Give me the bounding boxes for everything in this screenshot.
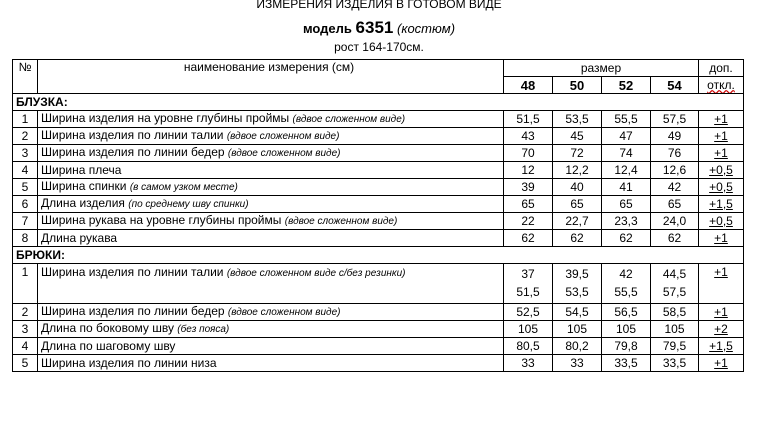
row-number: 6 bbox=[13, 196, 38, 213]
tolerance: +2 bbox=[699, 321, 744, 338]
size-value: 62 bbox=[602, 230, 651, 247]
size-value: 55,5 bbox=[602, 111, 651, 128]
size-value-line-1: 37 bbox=[521, 267, 535, 281]
size-value: 33,5 bbox=[651, 355, 699, 372]
measurement-name bbox=[38, 213, 504, 230]
measurement-label: Ширина изделия по линии талии bbox=[41, 265, 224, 279]
size-value: 33,5 bbox=[602, 355, 651, 372]
measurement-name bbox=[38, 128, 504, 145]
row-number: 3 bbox=[13, 145, 38, 162]
size-value: 23,3 bbox=[602, 213, 651, 230]
tolerance: +1 bbox=[699, 128, 744, 145]
measurement-name bbox=[38, 145, 504, 162]
size-value: 79,8 bbox=[602, 338, 651, 355]
tolerance: +0,5 bbox=[699, 162, 744, 179]
size-value bbox=[553, 264, 602, 304]
size-50: 50 bbox=[553, 77, 602, 94]
size-value: 40 bbox=[553, 179, 602, 196]
size-value: 70 bbox=[504, 145, 553, 162]
measurement-note: (без пояса) bbox=[177, 324, 230, 335]
size-54: 54 bbox=[651, 77, 699, 94]
measurement-label: Длина изделия bbox=[41, 196, 125, 210]
measurement-label: Длина рукава bbox=[41, 230, 118, 245]
size-value: 105 bbox=[504, 321, 553, 338]
size-value-line-1: 39,5 bbox=[565, 267, 589, 281]
section-title: БЛУЗКА: bbox=[13, 94, 744, 111]
measurement-name bbox=[38, 179, 504, 196]
measurement-label: Ширина изделия по линии низа bbox=[41, 355, 217, 370]
size-value: 41 bbox=[602, 179, 651, 196]
size-value: 57,5 bbox=[651, 111, 699, 128]
tolerance: +1 bbox=[699, 111, 744, 128]
measurement-label: Ширина изделия по линии бедер bbox=[41, 145, 225, 159]
measurement-name bbox=[38, 264, 504, 304]
size-value: 12 bbox=[504, 162, 553, 179]
row-number: 5 bbox=[13, 355, 38, 372]
size-value-line-2: 55,5 bbox=[614, 285, 638, 299]
measurement-name bbox=[38, 304, 504, 321]
size-value: 33 bbox=[504, 355, 553, 372]
measurement-label: Ширина спинки bbox=[41, 179, 127, 193]
row-number: 1 bbox=[13, 111, 38, 128]
table-row bbox=[13, 128, 744, 145]
measurement-label: Длина по боковому шву bbox=[41, 321, 174, 335]
size-value: 105 bbox=[602, 321, 651, 338]
measurement-name bbox=[38, 111, 504, 128]
table-row bbox=[13, 179, 744, 196]
size-value: 52,5 bbox=[504, 304, 553, 321]
table-row bbox=[13, 338, 744, 355]
size-value: 72 bbox=[553, 145, 602, 162]
size-value: 105 bbox=[553, 321, 602, 338]
size-value-line-1: 42 bbox=[619, 267, 633, 281]
size-value bbox=[602, 264, 651, 304]
row-number: 8 bbox=[13, 230, 38, 247]
size-value: 39 bbox=[504, 179, 553, 196]
table-row bbox=[13, 355, 744, 372]
model-line bbox=[0, 18, 758, 38]
size-value: 79,5 bbox=[651, 338, 699, 355]
size-value: 53,5 bbox=[553, 111, 602, 128]
size-value: 12,4 bbox=[602, 162, 651, 179]
col-header-size: размер bbox=[504, 60, 699, 77]
size-value: 56,5 bbox=[602, 304, 651, 321]
row-number: 3 bbox=[13, 321, 38, 338]
size-value: 80,5 bbox=[504, 338, 553, 355]
size-value: 62 bbox=[651, 230, 699, 247]
model-prefix: модель bbox=[302, 21, 352, 36]
size-value: 45 bbox=[553, 128, 602, 145]
table-row bbox=[13, 196, 744, 213]
measurement-label: Ширина плеча bbox=[41, 162, 122, 177]
measurement-label: Ширина рукава на уровне глубины проймы bbox=[41, 213, 282, 227]
measurement-note: (вдвое сложенном виде) bbox=[292, 114, 406, 125]
table-row bbox=[13, 145, 744, 162]
size-value: 74 bbox=[602, 145, 651, 162]
measurement-note: (вдвое сложенном виде) bbox=[227, 148, 341, 159]
size-value: 65 bbox=[602, 196, 651, 213]
measurement-note: (вдвое сложенном виде) bbox=[226, 131, 340, 142]
measurement-note: (вдвое сложенном виде с/без резинки) bbox=[226, 268, 406, 279]
measurement-note: (в самом узком месте) bbox=[129, 182, 238, 193]
section-title: БРЮКИ: bbox=[13, 247, 744, 264]
measurement-name bbox=[38, 230, 504, 247]
size-value: 42 bbox=[651, 179, 699, 196]
col-header-name: наименование измерения (см) bbox=[38, 60, 504, 94]
table-row bbox=[13, 304, 744, 321]
row-number: 2 bbox=[13, 304, 38, 321]
row-number: 4 bbox=[13, 338, 38, 355]
height-line: рост 164-170см. bbox=[334, 40, 424, 54]
table-row bbox=[13, 162, 744, 179]
size-value: 43 bbox=[504, 128, 553, 145]
document-title: ИЗМЕРЕНИЯ ИЗДЕЛИЯ В ГОТОВОМ ВИДЕ bbox=[256, 0, 502, 11]
size-value: 65 bbox=[504, 196, 553, 213]
measurement-name bbox=[38, 196, 504, 213]
size-value: 47 bbox=[602, 128, 651, 145]
col-header-no: № bbox=[13, 60, 38, 94]
col-header-tol-1: доп. bbox=[699, 60, 744, 77]
table-row bbox=[13, 230, 744, 247]
size-value: 65 bbox=[651, 196, 699, 213]
size-value: 12,6 bbox=[651, 162, 699, 179]
table-row bbox=[13, 213, 744, 230]
tol-label: откл. bbox=[707, 77, 735, 92]
row-number: 4 bbox=[13, 162, 38, 179]
measurements-table bbox=[12, 59, 744, 372]
size-value-line-1: 44,5 bbox=[662, 267, 687, 281]
model-number: 6351 bbox=[355, 18, 394, 37]
measurement-name bbox=[38, 162, 504, 179]
table-row bbox=[13, 321, 744, 338]
row-number: 5 bbox=[13, 179, 38, 196]
size-value: 62 bbox=[553, 230, 602, 247]
size-value: 65 bbox=[553, 196, 602, 213]
tolerance: +0,5 bbox=[699, 179, 744, 196]
size-value: 33 bbox=[553, 355, 602, 372]
col-header-tol-2 bbox=[699, 77, 744, 94]
size-value bbox=[651, 264, 699, 304]
measurement-name bbox=[38, 338, 504, 355]
row-number: 7 bbox=[13, 213, 38, 230]
size-value bbox=[504, 264, 553, 304]
size-value: 12,2 bbox=[553, 162, 602, 179]
measurement-label: Ширина изделия на уровне глубины проймы bbox=[41, 111, 290, 125]
row-number: 2 bbox=[13, 128, 38, 145]
size-value: 22 bbox=[504, 213, 553, 230]
tolerance: +1 bbox=[699, 230, 744, 247]
measurement-label: Длина по шаговому шву bbox=[41, 338, 176, 353]
size-value: 62 bbox=[504, 230, 553, 247]
tolerance: +1 bbox=[699, 355, 744, 372]
model-type: (костюм) bbox=[396, 21, 456, 36]
table-row bbox=[13, 264, 744, 304]
tolerance: +1 bbox=[699, 304, 744, 321]
measurement-label: Ширина изделия по линии бедер bbox=[41, 304, 225, 318]
tolerance: +1,5 bbox=[699, 338, 744, 355]
measurement-note: (по среднему шву спинки) bbox=[128, 199, 249, 210]
measurement-name bbox=[38, 321, 504, 338]
size-value: 54,5 bbox=[553, 304, 602, 321]
size-48: 48 bbox=[504, 77, 553, 94]
table-row bbox=[13, 111, 744, 128]
size-value: 22,7 bbox=[553, 213, 602, 230]
size-value-line-2: 57,5 bbox=[662, 285, 687, 299]
size-52: 52 bbox=[602, 77, 651, 94]
size-value: 76 bbox=[651, 145, 699, 162]
size-value-line-2: 53,5 bbox=[565, 285, 589, 299]
measurement-label: Ширина изделия по линии талии bbox=[41, 128, 224, 142]
size-value-line-2: 51,5 bbox=[516, 285, 540, 299]
size-value: 80,2 bbox=[553, 338, 602, 355]
tolerance: +1,5 bbox=[699, 196, 744, 213]
size-value: 24,0 bbox=[651, 213, 699, 230]
size-value: 105 bbox=[651, 321, 699, 338]
tolerance: +0,5 bbox=[699, 213, 744, 230]
measurement-name bbox=[38, 355, 504, 372]
measurement-note: (вдвое сложенном виде) bbox=[227, 307, 341, 318]
tolerance: +1 bbox=[699, 145, 744, 162]
tolerance: +1 bbox=[699, 264, 744, 304]
measurement-note: (вдвое сложенном виде) bbox=[284, 216, 398, 227]
size-value: 49 bbox=[651, 128, 699, 145]
size-value: 58,5 bbox=[651, 304, 699, 321]
row-number: 1 bbox=[13, 264, 38, 304]
size-value: 51,5 bbox=[504, 111, 553, 128]
